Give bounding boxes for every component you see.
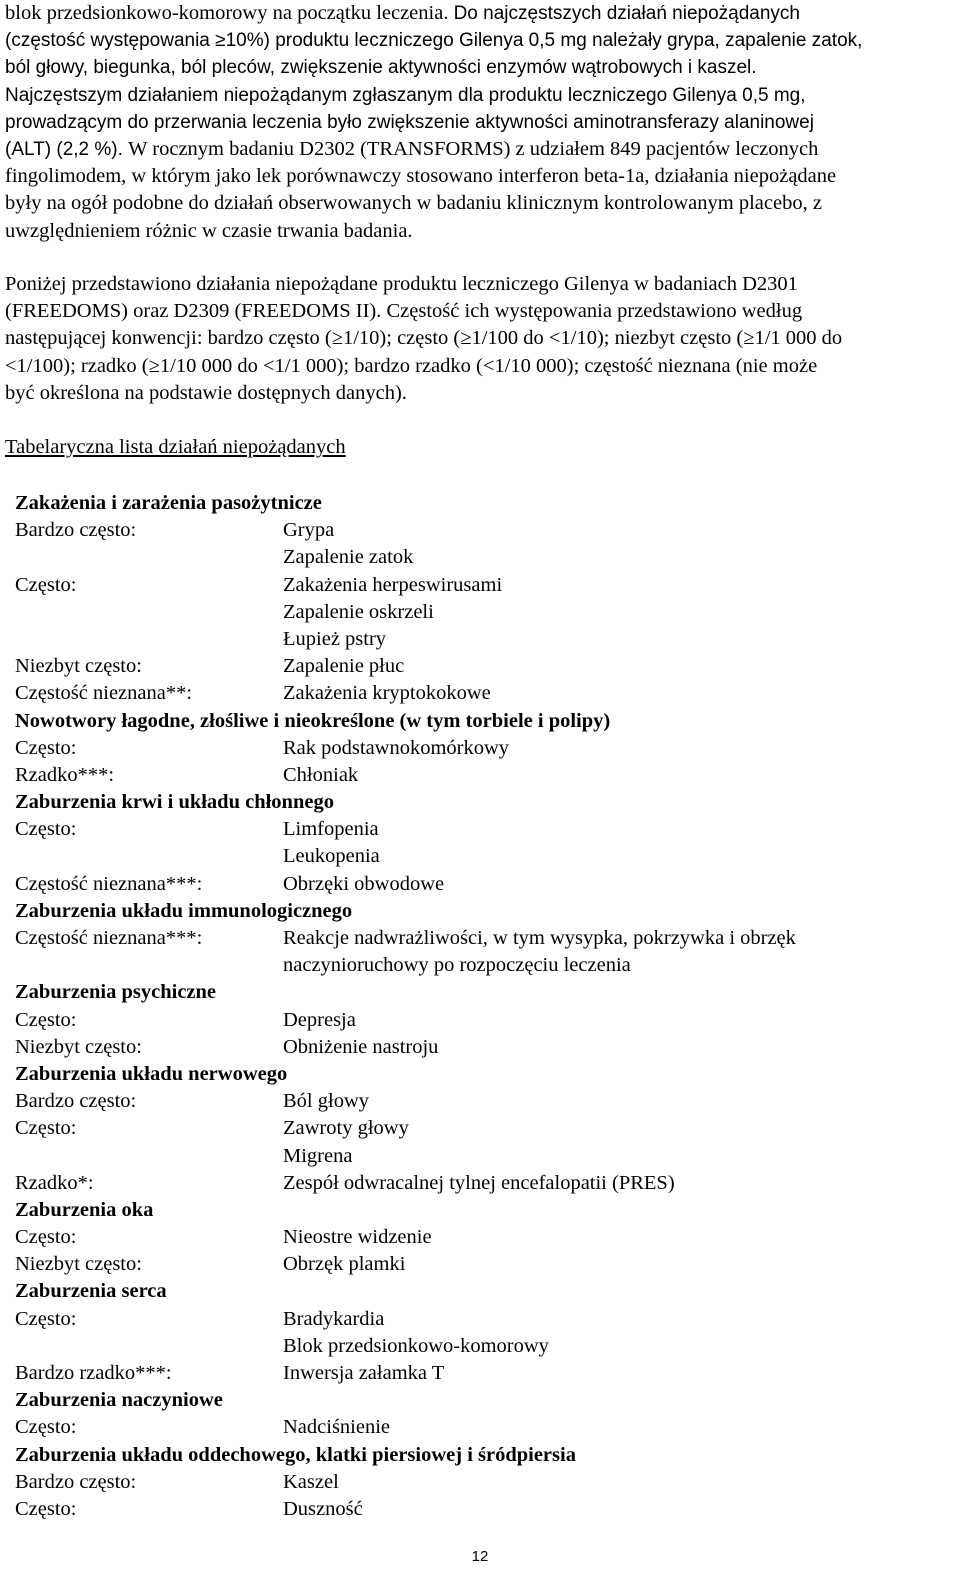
reaction-row [15, 1469, 945, 1496]
paragraph-line: Poniżej przedstawiono działania niepożądane produktu leczniczego Gilenya w badaniach D2301 [5, 273, 798, 295]
reaction-row [15, 599, 945, 626]
serif-text-run: były na ogół podobne do działań obserwowanych w badaniu klinicznym kontrolowanym placebo, z [5, 192, 822, 215]
category-heading: Zaburzenia psychiczne [15, 981, 217, 1004]
paragraph-line: (FREEDOMS) oraz D2309 (FREEDOMS II). Częstość ich występowania przedstawiono według [5, 300, 803, 323]
frequency-label: Bardzo rzadko***: [15, 1362, 172, 1385]
sans-text-run: ból głowy, biegunka, ból pleców, zwiększenie aktywności enzymów wątrobowych i kaszel. [5, 57, 757, 79]
reaction-term: Rak podstawnokomórkowy [283, 736, 510, 759]
reaction-row [15, 925, 945, 979]
paragraph-line: <1/100); rzadko (≥1/10 000 do <1/1 000); bardzo rzadko (<1/10 000); częstość nieznana (nie może [5, 354, 818, 377]
category-heading: Zaburzenia krwi i układu chłonnego [15, 791, 334, 814]
frequency-label: Niezbyt często: [15, 1035, 142, 1058]
frequency-label: Często: [15, 573, 77, 596]
sans-text-run: prowadzącym do przerwania leczenia było zwiększenie aktywności aminotransferazy alaninowej [5, 111, 814, 133]
reaction-term: Bradykardia [283, 1307, 385, 1330]
serif-text-run: W rocznym badaniu D2302 (TRANSFORMS) z udziałem 849 pacjentów leczonych [128, 138, 819, 161]
reaction-term: Inwersja załamka T [283, 1362, 445, 1385]
reaction-row [15, 544, 945, 571]
frequency-label: Często: [15, 1117, 77, 1140]
serif-text-run: blok przedsionkowo-komorowy na początku leczenia. [5, 2, 454, 24]
sans-text-run: Najczęstszym działaniem niepożądanym zgłaszanym dla produktu leczniczego Gilenya 0,5 mg, [5, 84, 806, 106]
frequency-label: Często: [15, 1416, 77, 1439]
paragraph-line [5, 190, 955, 217]
paragraph-line: następującej konwencji: bardzo często (≥1/10); często (≥1/100 do <1/10); niezbyt często (≥1/1 000 do [5, 327, 843, 350]
reaction-row [15, 1414, 945, 1441]
reaction-row [15, 1115, 945, 1142]
frequency-label: Bardzo często: [15, 1090, 137, 1113]
reaction-row [15, 1333, 945, 1360]
paragraph-line [5, 54, 955, 81]
reaction-row [15, 1170, 945, 1197]
frequency-label: Bardzo często: [15, 1470, 137, 1493]
frequency-label: Rzadko*: [15, 1171, 94, 1194]
reaction-term: Nieostre widzenie [283, 1226, 432, 1249]
paragraph-line [5, 82, 955, 109]
frequency-label: Często: [15, 818, 77, 841]
paragraph-line [5, 163, 955, 190]
category-heading: Zaburzenia oka [15, 1198, 154, 1221]
reaction-term: Zapalenie płuc [283, 655, 405, 678]
frequency-label: Często: [15, 1497, 77, 1520]
reaction-term: Depresja [283, 1008, 356, 1031]
reaction-term: Zakażenia kryptokokowe [283, 682, 491, 705]
reaction-term: Ból głowy [283, 1090, 369, 1113]
reaction-row [15, 1251, 945, 1278]
table-heading: Tabelaryczna lista działań niepożądanych [5, 436, 346, 458]
reaction-row [15, 572, 945, 599]
frequency-label: Niezbyt często: [15, 655, 142, 678]
frequency-label: Często: [15, 1008, 77, 1031]
frequency-label: Często: [15, 1307, 77, 1330]
category-heading: Zaburzenia układu nerwowego [15, 1062, 288, 1085]
reaction-row [15, 843, 945, 870]
paragraph-line: być określona na podstawie dostępnych danych). [5, 381, 407, 404]
reaction-row [15, 626, 945, 653]
paragraph-line [5, 136, 955, 163]
reaction-row [15, 762, 945, 789]
reaction-term: Obrzęk plamki [283, 1253, 406, 1276]
reaction-term: Limfopenia [283, 818, 379, 841]
reaction-term: Zakażenia herpeswirusami [283, 573, 503, 596]
reaction-row [15, 680, 945, 707]
paragraph-line [5, 27, 955, 54]
reaction-term: Kaszel [283, 1470, 339, 1493]
frequency-label: Często: [15, 736, 77, 759]
reaction-row [15, 735, 945, 762]
frequency-label: Niezbyt często: [15, 1253, 142, 1276]
paragraph-line [5, 0, 955, 27]
category-heading: Zaburzenia układu immunologicznego [15, 899, 353, 922]
reaction-term: Obniżenie nastroju [283, 1035, 439, 1058]
reaction-row [15, 1088, 945, 1115]
intro-paragraph [5, 0, 955, 245]
reaction-row [15, 653, 945, 680]
category-heading: Zaburzenia naczyniowe [15, 1389, 223, 1412]
reaction-term: Łupież pstry [283, 627, 387, 650]
reaction-term: Zapalenie zatok [283, 546, 414, 569]
frequency-label: Bardzo często: [15, 519, 137, 542]
category-heading: Zaburzenia serca [15, 1280, 167, 1303]
reaction-term: Obrzęki obwodowe [283, 872, 445, 895]
category-heading: Nowotwory łagodne, złośliwe i nieokreślone (w tym torbiele i polipy) [15, 709, 611, 732]
reaction-row [15, 1034, 945, 1061]
reaction-term: Reakcje nadwrażliwości, w tym wysypka, pokrzywka i obrzęk naczynioruchowy po rozpoczęciu leczenia [283, 927, 796, 977]
reaction-term: Nadciśnienie [283, 1416, 391, 1439]
reaction-row [15, 816, 945, 843]
category-heading: Zaburzenia układu oddechowego, klatki piersiowej i śródpiersia [15, 1443, 576, 1466]
reaction-row [15, 1143, 945, 1170]
reaction-term: Migrena [283, 1144, 353, 1167]
paragraph-line [5, 218, 955, 245]
reaction-row [15, 1496, 945, 1523]
frequency-label: Rzadko***: [15, 763, 115, 786]
reaction-term: Zawroty głowy [283, 1117, 409, 1140]
serif-text-run: fingolimodem, w którym jako lek porównawczy stosowano interferon beta-1a, działania niepożądane [5, 165, 837, 188]
frequency-convention-paragraph [5, 271, 955, 407]
reaction-row [15, 1306, 945, 1333]
reaction-row [15, 1224, 945, 1251]
reaction-term: Grypa [283, 519, 335, 542]
sans-text-run: (częstość występowania ≥10%) produktu leczniczego Gilenya 0,5 mg należały grypa, zapalenie zatok, [5, 30, 863, 52]
frequency-label: Częstość nieznana***: [15, 872, 203, 895]
paragraph-line [5, 109, 955, 136]
reaction-row [15, 517, 945, 544]
reaction-row [15, 1007, 945, 1034]
reaction-term: Blok przedsionkowo-komorowy [283, 1334, 549, 1357]
category-heading: Zakażenia i zarażenia pasożytnicze [15, 492, 322, 514]
reaction-term: Duszność [283, 1497, 363, 1520]
serif-text-run: uwzględnieniem różnic w czasie trwania badania. [5, 219, 413, 242]
sans-text-run: (ALT) (2,2 %). [5, 139, 129, 161]
reaction-row [15, 871, 945, 898]
sans-text-run: Do najczęstszych działań niepożądanych [453, 3, 801, 24]
reaction-term: Zespół odwracalnej tylnej encefalopatii (PRES) [283, 1171, 675, 1194]
reaction-row [15, 1360, 945, 1387]
reaction-term: Leukopenia [283, 845, 380, 868]
reaction-term: Chłoniak [283, 763, 359, 786]
frequency-label: Częstość nieznana***: [15, 927, 203, 949]
frequency-label: Częstość nieznana**: [15, 682, 193, 705]
adverse-reactions-list [15, 490, 945, 1523]
page-number: 12 [471, 1548, 489, 1565]
reaction-term: Zapalenie oskrzeli [283, 600, 434, 623]
frequency-label: Często: [15, 1226, 77, 1249]
